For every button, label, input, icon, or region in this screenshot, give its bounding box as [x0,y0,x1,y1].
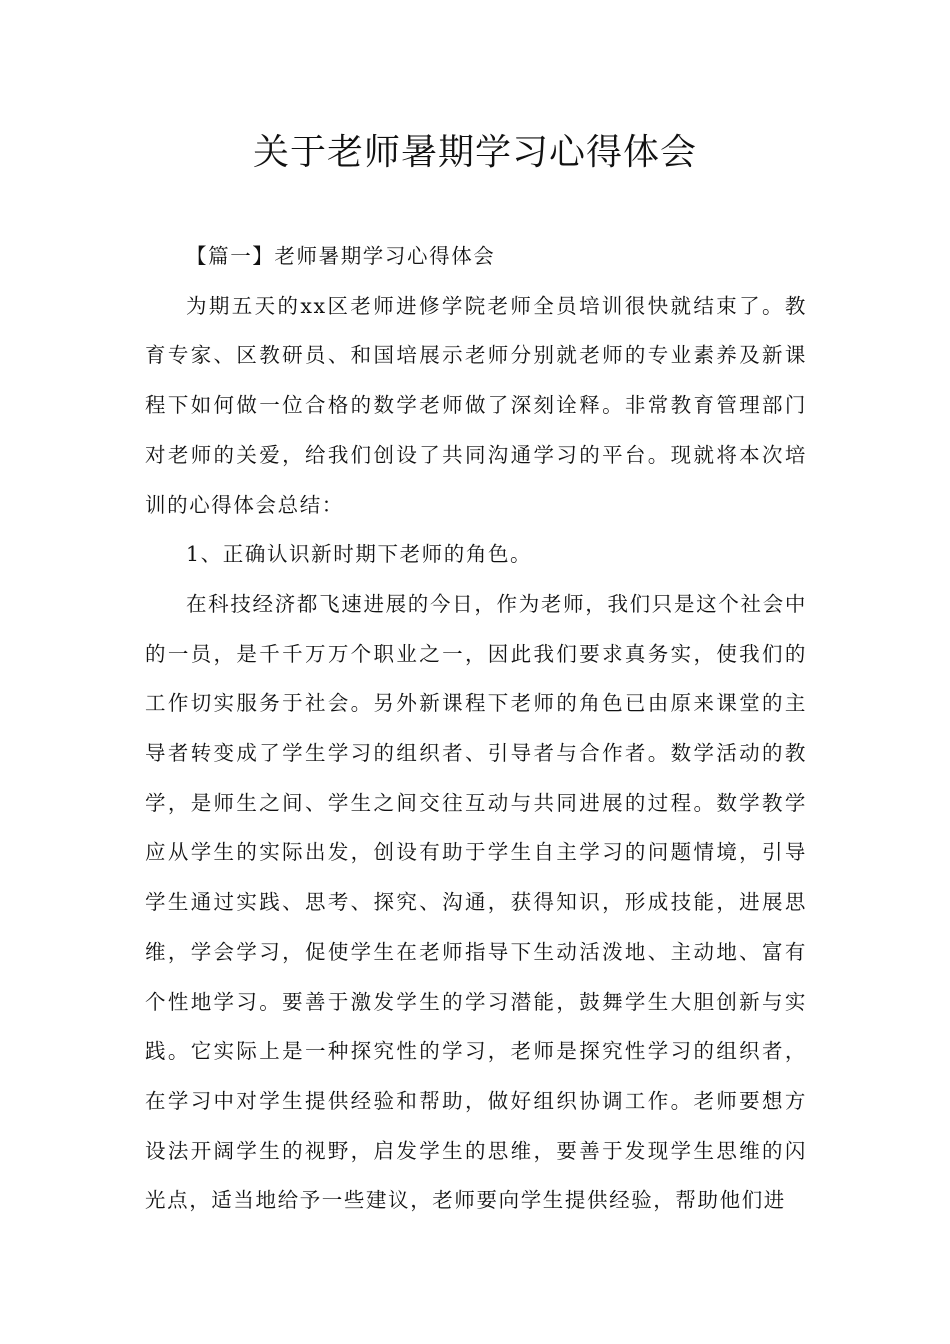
section-heading: 【篇一】老师暑期学习心得体会 [186,244,496,268]
page-title: 关于老师暑期学习心得体会 [252,132,697,173]
document-body [145,232,807,1226]
paragraph: 为期五天的xx区老师进修学院老师全员培训很快就结束了。教育专家、区教研员、和国培展示老师分别就老师的专业素养及新课程下如何做一位合格的数学老师做了深刻诠释。非常教育管理部门对老师的关爱，给我们创设了共同沟通学习的平台。现就将本次培训的心得体会总结： [145,293,807,517]
paragraph: 在科技经济都飞速进展的今日，作为老师，我们只是这个社会中的一员，是千千万万个职业之一，因此我们要求真务实，使我们的工作切实服务于社会。另外新课程下老师的角色已由原来课堂的主导者转变成了学生学习的组织者、引导者与合作者。数学活动的教学，是师生之间、学生之间交往互动与共同进展的过程。数学教学应从学生的实际出发，创设有助于学生自主学习的问题情境，引导学生通过实践、思考、探究、沟通，获得知识，形成技能，进展思维，学会学习，促使学生在老师指导下生动活泼地、主动地、富有个性地学习。要善于激发学生的学习潜能，鼓舞学生大胆创新与实践。它实际上是一种探究性的学习，老师是探究性学习的组织者，在学习中对学生提供经验和帮助，做好组织协调工作。老师要想方设法开阔学生的视野，启发学生的思维，要善于发现学生思维的闪光点，适当地给予一些建议，老师要向学生提供经验，帮助他们进 [145,591,807,1213]
list-item-heading: 1、正确认识新时期下老师的角色。 [186,542,533,567]
